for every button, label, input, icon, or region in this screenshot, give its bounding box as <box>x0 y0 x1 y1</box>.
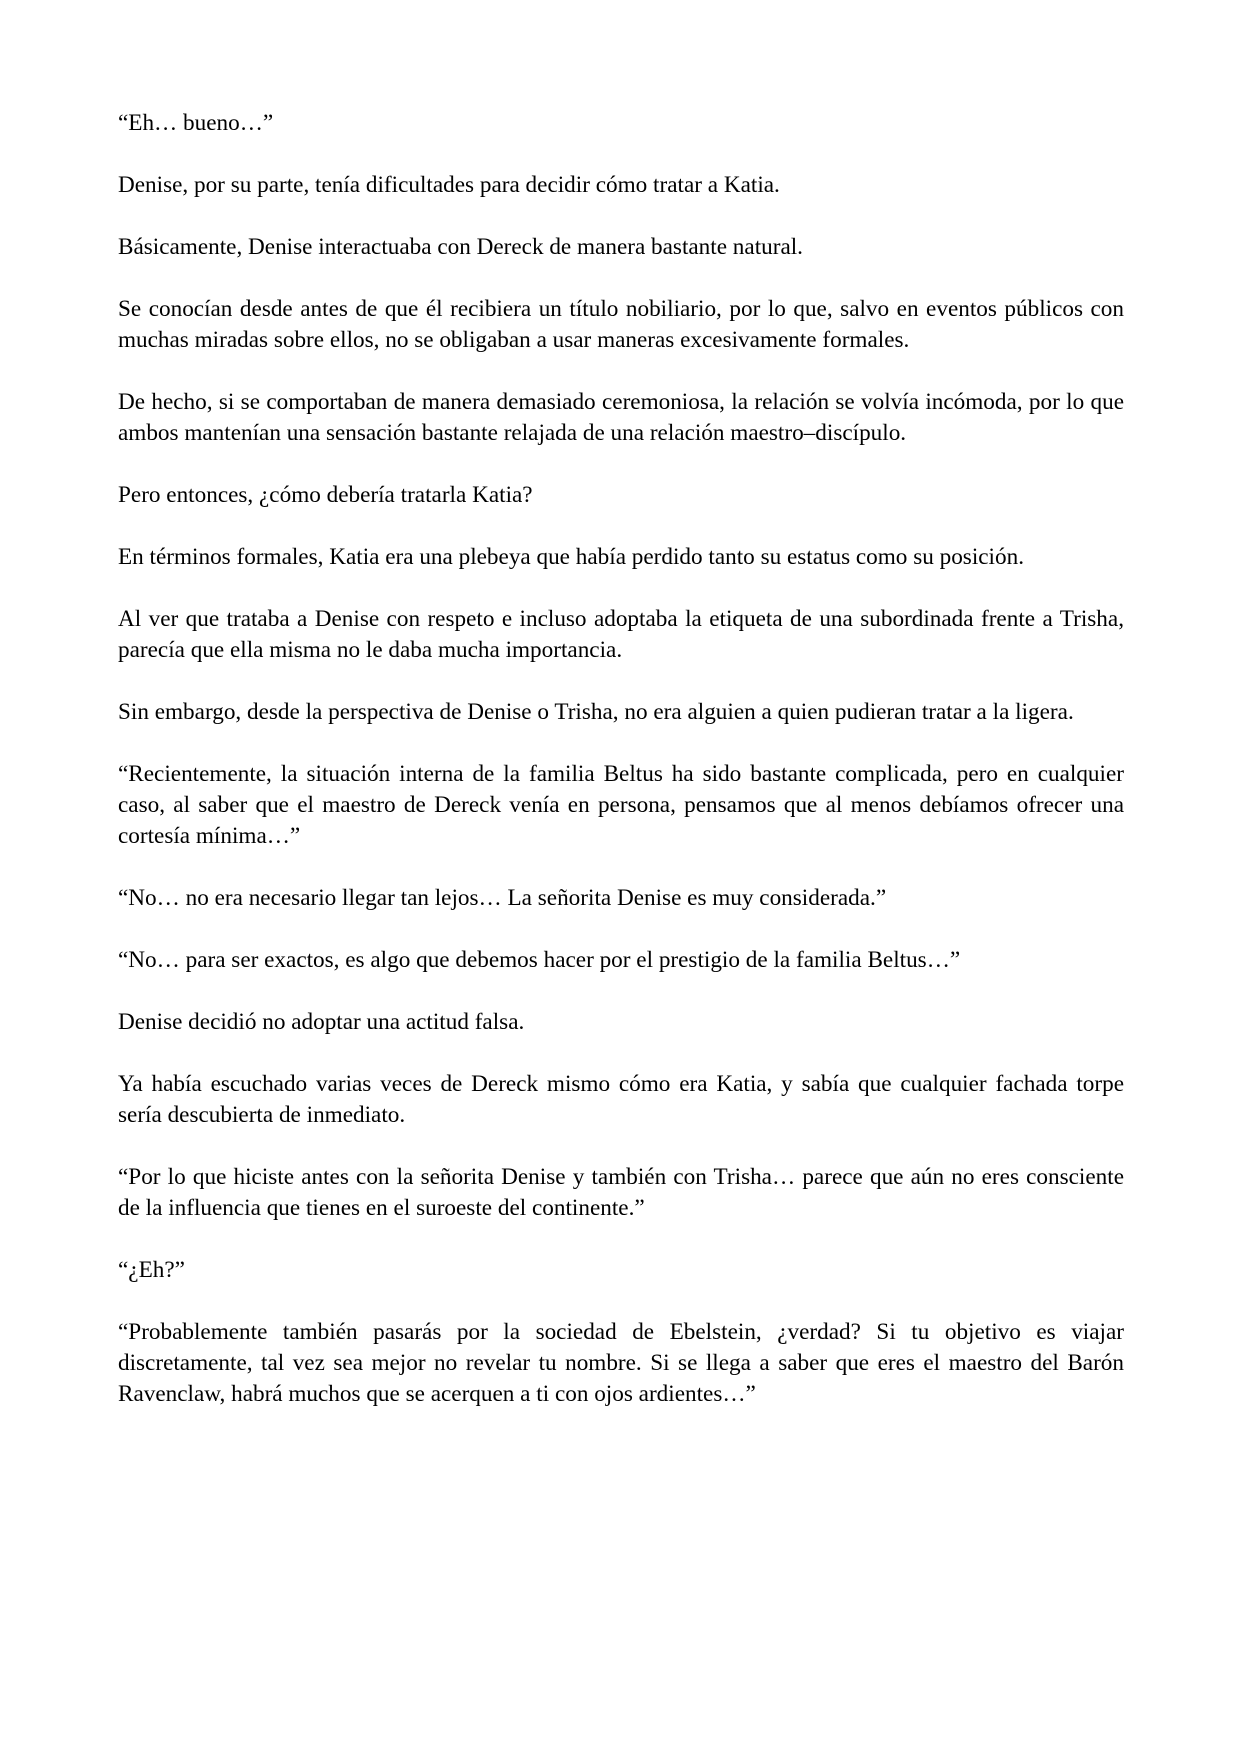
paragraph-15: “Por lo que hiciste antes con la señorita Denise y también con Trisha… parece que aún no eres consciente de la influencia que tienes en el suroeste del continente.” <box>118 1164 1124 1221</box>
paragraph-7: En términos formales, Katia era una plebeya que había perdido tanto su estatus como su posición. <box>118 544 1024 570</box>
paragraph-14: Ya había escuchado varias veces de Dereck mismo cómo era Katia, y sabía que cualquier fachada torpe sería descubierta de inmediato. <box>118 1071 1124 1128</box>
document-page <box>118 108 1124 1441</box>
paragraph-2: Denise, por su parte, tenía dificultades para decidir cómo tratar a Katia. <box>118 172 780 198</box>
paragraph-13: Denise decidió no adoptar una actitud falsa. <box>118 1009 525 1035</box>
paragraph-9: Sin embargo, desde la perspectiva de Denise o Trisha, no era alguien a quien pudieran tratar a la ligera. <box>118 699 1074 725</box>
paragraph-5: De hecho, si se comportaban de manera demasiado ceremoniosa, la relación se volvía incómoda, por lo que ambos mantenían una sensación bastante relajada de una relación maestro–discípulo. <box>118 389 1124 446</box>
paragraph-12: “No… para ser exactos, es algo que debemos hacer por el prestigio de la familia Beltus…” <box>118 947 961 973</box>
paragraph-1: “Eh… bueno…” <box>118 110 274 136</box>
paragraph-17: “Probablemente también pasarás por la sociedad de Ebelstein, ¿verdad? Si tu objetivo es viajar discretamente, tal vez sea mejor no revelar tu nombre. Si se llega a saber que eres el maestro del Barón Ravenclaw, habrá muchos que se acerquen a ti con ojos ardientes…” <box>118 1319 1124 1407</box>
paragraph-4: Se conocían desde antes de que él recibiera un título nobiliario, por lo que, salvo en eventos públicos con muchas miradas sobre ellos, no se obligaban a usar maneras excesivamente formales. <box>118 296 1124 353</box>
paragraph-16: “¿Eh?” <box>118 1257 185 1283</box>
paragraph-6: Pero entonces, ¿cómo debería tratarla Katia? <box>118 482 533 508</box>
paragraph-11: “No… no era necesario llegar tan lejos… La señorita Denise es muy considerada.” <box>118 885 887 911</box>
paragraph-10: “Recientemente, la situación interna de la familia Beltus ha sido bastante complicada, pero en cualquier caso, al saber que el maestro de Dereck venía en persona, pensamos que al menos debíamos ofrecer una cortesía mínima…” <box>118 761 1124 849</box>
paragraph-8: Al ver que trataba a Denise con respeto e incluso adoptaba la etiqueta de una subordinada frente a Trisha, parecía que ella misma no le daba mucha importancia. <box>118 606 1124 663</box>
paragraph-3: Básicamente, Denise interactuaba con Dereck de manera bastante natural. <box>118 234 803 260</box>
